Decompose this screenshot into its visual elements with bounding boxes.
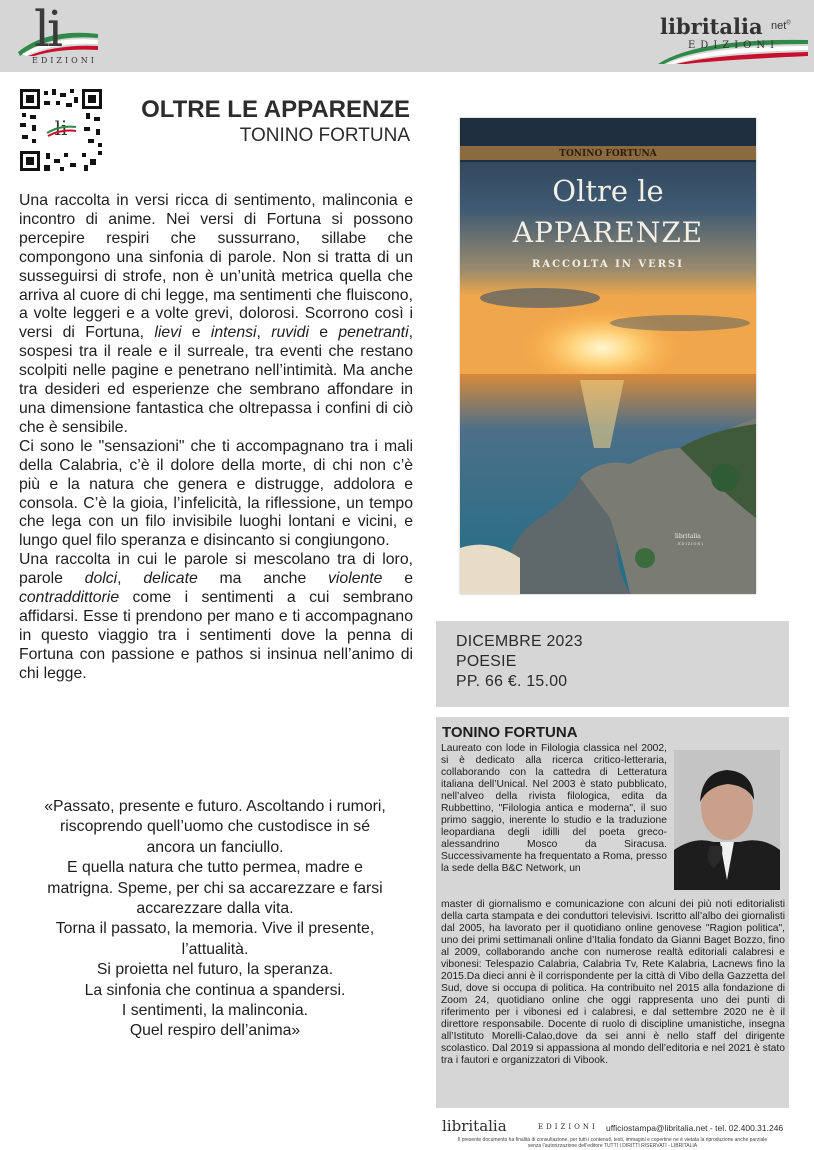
qr-code-icon[interactable] [20, 89, 102, 171]
text-span: , [256, 324, 272, 342]
author-portrait-icon [674, 750, 780, 890]
footer-libritalia-logo[interactable]: libritalia [442, 1117, 507, 1135]
book-details-box [436, 621, 789, 707]
cover-title-line1: Oltre le [552, 174, 664, 208]
cover-author: TONINO FORTUNA [559, 149, 657, 159]
footer-contact[interactable]: ufficiostampa@libritalia.net - tel. 02.400.31.246 [606, 1123, 784, 1133]
poem-line: riscoprendo quell’uomo che custodisce in sé [60, 818, 370, 836]
text-span: e [308, 324, 339, 342]
poem-line: E quella natura che tutto permea, madre e [67, 859, 363, 877]
publication-date: DICEMBRE 2023 [456, 633, 583, 650]
li-edizioni-label: EDIZIONI [32, 56, 97, 65]
legal-line: Il presente documento ha finalità di consultazione, per tutti i contenuti, testi, immagini e copertine ne è vietata la riproduzione anche parziale [457, 1137, 768, 1143]
poem-line: ancora un fanciullo. [146, 838, 284, 856]
text-span: come i sentimenti a cui sembrano affidarsi. Esse ti prendono per mano e ti accompagnano in questo viaggio tra i sentimenti dove la penna di Fortuna con passione e pathos si insinua nell’animo di chi legge. [19, 589, 413, 682]
cover-subtitle: RACCOLTA IN VERSI [532, 259, 684, 270]
cover-title-line2: APPARENZE [512, 216, 704, 249]
bio-text-bottom: master di giornalismo e comunicazione con alcuni dei più noti editorialisti della carta stampata e dei conduttori televisivi. Iscritto all’albo dei giornalisti dal 2005, ha lavorato per il quotidiano online genovese "Ragion politica", uno dei primi settimanali online d’Italia fondato da Gianni Baget Bozzo, fino al 2009, collaborando anche con numerose realtà editoriali calabresi e vibonesi: Telespazio Calabria, Calabria Tv, Rete Kalabria, Lacnews fino la 2015.Da dieci anni è il corrispondente per la città di Vibo della Gazzetta del Sud, dove si occupa di politica. Ha contribuito nel 2015 alla fondazione di Zoom 24, quotidiano online che oggi rappresenta uno dei punti di riferimento per i vibonesi ed i calabresi, e dal settembre 2020 ne è il direttore responsabile. Docente di ruolo di discipline umanistiche, insegna all’Istituto Morelli-Calao,dove da sei anni è nello staff del dirigente scolastico. Dal 2019 si appassiona al mondo dell’editoria e nel 2021 è stato tra i fautori e organizzatori di Vibook. [441, 899, 785, 1066]
description-paragraph-2: Ci sono le "sensazioni" che ti accompagnano tra i mali della Calabria, c’è il dolore della morte, di chi non c’è più e la natura che genera e distrugge, addolora e consola. C’è la gioia, l’infelicità, la riflessione, un tempo che lega con un filo invisibile luoghi lontani e vicini, e lungo quel filo speranza e disincanto si congiungono. [19, 437, 413, 550]
italic-word: penetranti [338, 324, 409, 342]
book-author: TONINO FORTUNA [239, 125, 410, 146]
italic-word: intensi [210, 324, 257, 342]
poem-line: I sentimenti, la malinconia. [121, 1002, 309, 1020]
bio-text-top: Laureato con lode in Filologia classica nel 2002, si è dedicato alla ricerca critico-letteraria, collaborando con la cattedra di Letteratura italiana dell’Unical. Nel 2003 è stato pubblicato, nell’alveo della rivista filologica, edita da Rubbettino, "Filologia antica e moderna", il suo primo saggio, inerente lo studio e la traduzione leopardiana degli idilli del poeta greco-alessandrino Mosco da Siracusa. Successivamente ha frequentato a Roma, presso la sede della B&C Network, un [441, 743, 667, 874]
footer-edizioni-label: EDIZIONI [538, 1123, 598, 1131]
author-bio-box [436, 717, 789, 1108]
poem-line: matrigna. Speme, per chi sa accarezzare e farsi [47, 879, 383, 897]
poem-excerpt [15, 797, 415, 1042]
author-photo [674, 750, 780, 890]
book-title: OLTRE LE APPARENZE [141, 96, 410, 123]
italic-word: contraddittorie [19, 589, 120, 607]
cover-imprint-sub: EDIZIONI [678, 542, 704, 546]
description-paragraph-1 [19, 192, 413, 438]
text-span: e [382, 570, 413, 588]
registered-mark: ® [786, 20, 791, 27]
poem-line: l’attualità. [181, 940, 249, 958]
libritalia-edizioni-label: EDIZIONI [688, 40, 780, 51]
text-span: , sospesi tra il reale e il surreale, tra eventi che restano scolpiti nelle pagine e penetrano nell’intimità. Ma anche tra desideri ed esperienze che sembrano affondare in una dimensione fantastica che oltrepassa i confini di ciò che è sensibile. [19, 324, 413, 436]
poem-line: Torna il passato, la memoria. Vive il presente, [55, 920, 375, 938]
text-span: ma anche [197, 570, 328, 588]
libritalia-net-suffix [771, 20, 791, 32]
text-span: e [181, 324, 211, 342]
libritalia-wordmark: libritalia [660, 14, 763, 39]
italic-word: lievi [154, 324, 182, 342]
footer-legal-note [436, 1137, 789, 1149]
poem-line: «Passato, presente e futuro. Ascoltando i rumori, [44, 798, 386, 815]
poem-line: Quel respiro dell’anima» [129, 1022, 301, 1040]
book-genre: POESIE [456, 653, 517, 670]
text-span: Una raccolta in versi ricca di sentimento, malinconia e incontro di anime. Nei versi di Fortuna si possono percepire respiri che sussurrano, sillabe che compongono una sinfonia di parole. Non si tratta di un susseguirsi di strofe, non è un’unità metrica quella che arriva al cuore di chi legge, ma sentimenti che fluiscono, a volte leggeri e a volte grevi, dolorosi. Scorrono così i versi di Fortuna, [19, 192, 413, 342]
bio-author-name: TONINO FORTUNA [442, 724, 578, 741]
poem-line: La sinfonia che continua a spandersi. [84, 981, 346, 999]
cover-imprint-logo: libritalia [675, 533, 701, 540]
libritalia-logo[interactable] [658, 10, 808, 66]
svg-text:li: li [54, 116, 68, 140]
li-mark: li [34, 0, 60, 58]
book-description [19, 192, 413, 684]
pages-and-price: PP. 66 €. 15.00 [456, 673, 568, 690]
text-span: Una raccolta in cui le parole si mescolano tra di loro, parole [19, 551, 413, 588]
italic-word: violente [328, 570, 383, 588]
italic-word: dolci [84, 570, 118, 588]
net-suffix: net [771, 20, 787, 32]
description-paragraph-3 [19, 551, 413, 683]
italic-word: delicate [143, 570, 198, 588]
legal-line: senza l’autorizzazione dell’editore TUTTI I DIRITTI RISERVATI - LIBRITALIA [527, 1143, 698, 1149]
poem-line: Si proietta nel futuro, la speranza. [96, 961, 334, 979]
header-band [0, 0, 814, 72]
italic-word: ruvidi [271, 324, 309, 342]
text-span: , [117, 570, 144, 588]
book-cover[interactable] [460, 118, 756, 594]
li-edizioni-logo[interactable] [18, 0, 110, 68]
poem-line: accarezzare dalla vita. [136, 900, 294, 918]
